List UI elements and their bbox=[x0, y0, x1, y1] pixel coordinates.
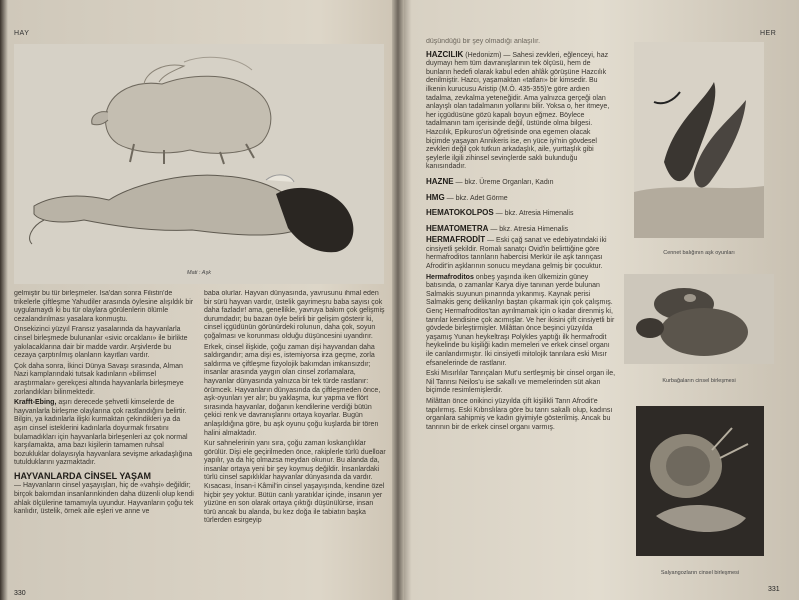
photo-snails bbox=[636, 406, 764, 556]
figure-caption: Mati : Aşk bbox=[187, 270, 211, 276]
right-text-column bbox=[426, 38, 616, 596]
frog-photo bbox=[624, 274, 774, 364]
entry-term: Krafft-Ebing, bbox=[14, 399, 57, 407]
photo-frogs bbox=[624, 274, 774, 364]
running-head: HER bbox=[760, 30, 777, 37]
paragraph: aşırı derecede şehvetli kimselerde de hayvanlarla birleşme olaylarına çok rastlandığını belirtir. Bilgin, ya kadınlarla ilişki kurmaktan çekindikleri ya da aşırı cinsel isteklerini kadınlarla doyurmak fırsatını bulamadıkları için hayvanlarla birleşenleri az çok normal karşılamakta, ama bazı kişilerin tamamen ruhsal bozukluklar dolayısıyla hayvanlara sevişme arkadaşlığına tutulduklarını yazmaktadır. bbox=[14, 399, 193, 467]
paragraph: baba olurlar. Hayvan dünyasında, yavrusunu ihmal eden bir sürü hayvan vardır, üstelik gayrimeşru baba sayısı çok daha fazladır! ama, genellikle, yavruya bakım çok gelişmiş durumdadır; bu bazan öyle belirli bir gelişim gösterir ki, cinsel içgüdünün görünürdeki rolunun, daha çok, soyun çoğalması ve korunması olduğu düşüncesini uyandırır. bbox=[204, 290, 385, 340]
paragraph: Kur sahnelerinin yanı sıra, çoğu zaman kıskançlıklar görülür. Dişi ele geçirilmeden önce, rakiplerle türlü duelloar yapılır, ya da hiç olmazsa meydan okunur. Bu alanda da, insanlar ortaya yeni bir şey koymuş değildir. İnsanlardaki türlü cinsel sapıklıklar hayvanlar dünyasında da vardır. Kısacası, İnsan-i Kâmil'in cinsel yaşayışında, kendine özel hiçbir şey yoktur. Bütün canlı yaratıklar içinde, insanın yer yüzüne en son olarak ortaya çıktığı düşünülürse, insan türü ancak bu alanda, bu kez doğa ile tabiatın başka türlerden esirgeyip bbox=[204, 440, 386, 525]
entry-term: HAZNE bbox=[426, 176, 454, 186]
photo-caption: Kurbağaların cinsel birleşmesi bbox=[662, 378, 736, 384]
snail-photo bbox=[636, 406, 764, 556]
photo-fish bbox=[634, 42, 764, 238]
right-page bbox=[402, 0, 799, 600]
section-title: HAYVANLARDA CİNSEL YAŞAM bbox=[14, 470, 152, 481]
page-number: 331 bbox=[768, 586, 780, 593]
paragraph: Çok daha sonra, İkinci Dünya Savaşı sırasında, Alman Nazi kamplarındaki tutsak kadınların «bilimsel araştırmalar» gerekçesi altında hayvanlarla birleşmeye zorlandıkları bilinmektedir. bbox=[14, 362, 184, 396]
entry-body: — bkz. Üreme Organları, Kadın bbox=[455, 178, 554, 186]
entry-paren: (Hedonizm) bbox=[465, 51, 502, 59]
entry-term: HEMATOMETRA bbox=[426, 223, 489, 233]
entry-body: — bkz. Adet Görme bbox=[446, 194, 508, 202]
entry-term: HERMAFRODİT bbox=[426, 235, 486, 245]
entry-term: Hermafroditos bbox=[426, 273, 474, 281]
running-head: HAY bbox=[14, 30, 30, 37]
left-column-2 bbox=[204, 290, 386, 590]
entry-body: onbeş yaşında iken ülkemizin güney batısında, o zamanlar Karya diye tanınan yerde bulunan Salmakis suyunun pınarında yıkanmış. Kaynak perisi Salmakis genç delikanlıyı baştan çıkarmak için çok çalışmış. Genç Hermafroditos'tan ayrılmamak için o kadar direnmiş ki, tanrılar kendisine çok acımışlar. Ve her ikisini çift cinsiyetli bir gövdede birleştirmişler. Milâttan önce beşinci yüzyılda yaşamış Yunan heykeltraşı Polykles yaptığı ilk hermafrodit heykelinde bu kişiliği kadın memeleri ve erkek cinsel organı ile canlandırmıştır. İki cinsiyetli mitolojik tanrılara eski Mısır efsanelerinde de rastlanır. bbox=[426, 273, 615, 367]
paragraph: Eski Mısırlılar Tanrıçaları Mut'u sertleşmiş bir cinsel organ ile, Nil Tanrısı Neilos'u ise sakallı ve memelerinden süt akan biçimde resimlemişlerdir. bbox=[426, 370, 616, 395]
photo-caption: Salyangozların cinsel birleşmesi bbox=[660, 570, 740, 576]
paragraph: gelmiştir bu tür birleşmeler. İsa'dan sonra Filistin'de trikelerle çiftleşme Yahudiler arasında öylesine alışıldık bir uygulamaydı ki bu tür olaylara görülenlerin ölümle cezalandırılması yasalara konmuştu. bbox=[14, 290, 194, 323]
paragraph: Erkek, cinsel ilişkide, çoğu zaman dişi hayvandan daha saldırgandır; ama dişi es, istemiyorsa irza geçme, zorla saldırma ve çiftleşme fizyolojik bakımdan imkansızdır; insanlar arasında yaygın olan cinsel zorlamalara, hayvanlar dünyasında yalnızca bir tek türde rastlanır: örümcek. Hayvanların dünyasında da çiftleşmeden önce, aşk-oyunları yer alır; bu yaklaşma, kur yapma ve flört sırasında hayvanlar, doğanın kendilerine verdiği bütün çekici renk ve davranışlarını ortaya koyarlar. Bugün anlaşıldığına göre, bu aşk oyunu çoğu kuşlarda bir tören halini almaktadır. bbox=[204, 343, 381, 437]
paragraph: Milâttan önce onikinci yüzyılda çift kişilikli Tanrı Afrodit'e tapılırmış. Eski Kıbrıslılara göre bu tanrı sakallı olup, kadınsı organlara sahipmiş ve kadın giyimiyle gösterilmiş. Ancak bu tanrının bir de erkek cinsel organı varmış. bbox=[426, 397, 613, 431]
entry-body: — Eski çağ sanat ve edebiyatındaki iki cinsiyetli şekildir. Romalı sanatçı Ovid'in belirttiğine göre hermafroditos tanrıların habercisi Merkür ile aşk tanrıçası Afrodit'in aşklarının sonucu meydana gelmiş bir çocuktur. bbox=[426, 237, 607, 271]
page-number: 330 bbox=[14, 590, 26, 597]
woman-and-pig-drawing bbox=[14, 44, 384, 284]
entry-body: — bkz. Atresia Himenalis bbox=[495, 210, 574, 218]
entry-body: — bkz. Atresia Himenalis bbox=[490, 225, 569, 233]
entry-term: HMG bbox=[426, 192, 445, 202]
left-page bbox=[0, 0, 396, 600]
left-column-1 bbox=[14, 290, 194, 596]
paragraph: Onsekizinci yüzyıl Fransız yasalarında da hayvanlarla cinsel birleşmede bulunanlar «sivic orcaklanı» ile birlikte yakılacaklarına dair bir madde vardır. Arşivlerde bu cezaya çarptırılmış olanların kayıtları vardır. bbox=[14, 326, 188, 360]
fish-photo bbox=[634, 42, 764, 238]
artwork-figure bbox=[14, 44, 384, 284]
entry-body: — Sahesi zevkleri, eğlenceyi, haz duymayı hem tüm davranışlarının tek ölçüsü, hem de bunların hedefi olarak kabul eden ahlâk görüşüne Hazcılık denilmiştir. Hazcı, yaşamaktan «tatları» bir kimsedir. Bu ilkenin kurucusu Aristip (M.Ö. 435-355)'e göre ardıen tadalma, zevkalma yeteneğidir. Ama yalnızca gerçeği olan anlayışlı olan tadalmanın yollarını bilir. Yoksa o, her itmeye, her içgüdüsüne gözü kapalı boyun eğmez. Böylece tadalmanın tam içerisinde değil, üstünde olma bilgesi. Hazcılık, Epikuros'un öğretisinde ona egemen olacak biçimde yaşayan Annikeris ise, en yüce iyi'nin gövdesel zevkleri değil çok tutkun arkadaşlık, aile, yurttaşlık gibi şeylerle ilgili zihinsel sevinçlerde saklı bulunduğu kanısındadır. bbox=[426, 51, 610, 171]
photo-caption: Cennet balığının aşk oyunları bbox=[663, 250, 735, 256]
entry-term: HAZCILIK bbox=[426, 49, 464, 59]
paragraph: — Hayvanların cinsel yaşayışları, hiç de «vahşi» değildir; birçok bakımdan insanlarınkinden daha düzenli olup kendi ahlak ölçülerine tamamıyla uyundur. Hayvanların çoğu tek kanlıdır, üstelik, örnek aile eşleri ve anne ve bbox=[14, 482, 194, 516]
paragraph: düşündüğü bir şey olmadığı anlaşılır. bbox=[426, 38, 541, 45]
entry-term: HEMATOKOLPOS bbox=[426, 208, 494, 218]
